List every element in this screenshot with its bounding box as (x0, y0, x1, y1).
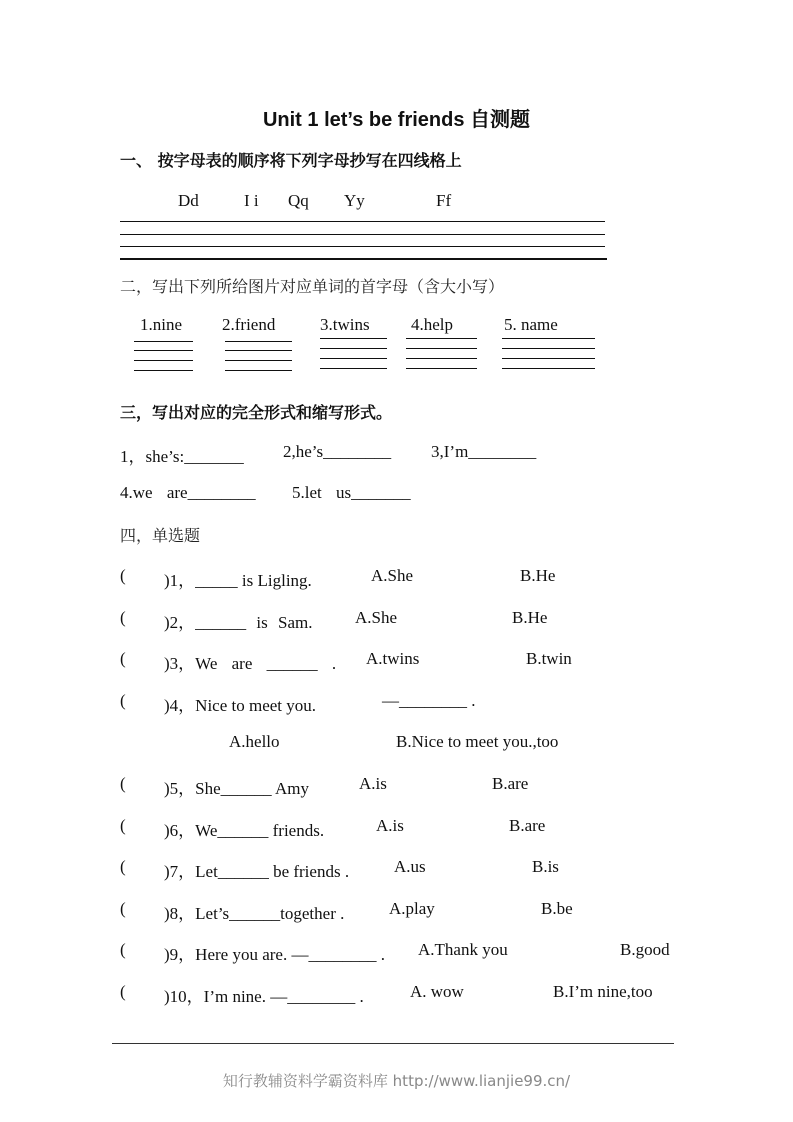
option-a: A.She (371, 566, 414, 585)
option-a: A. wow (410, 982, 464, 1001)
section1-heading: 一、 按字母表的顺序将下列字母抄写在四线格上 (120, 151, 462, 170)
question-paren: ( (120, 774, 126, 793)
contraction-3: 3,I’m________ (431, 442, 537, 461)
question-stem: )7，Let______ be friends . (164, 862, 350, 881)
question-paren: ( (120, 691, 126, 710)
word-friend: 2.friend (222, 315, 276, 334)
question-paren: ( (120, 940, 126, 959)
question-paren: ( (120, 899, 126, 918)
option-a: A.She (355, 608, 398, 627)
question-paren: ( (120, 816, 126, 835)
option-b: B.He (512, 608, 548, 627)
answer-blank: —________ . (382, 691, 476, 710)
footer-watermark: 知行教辅资料学霸资料库 http://www.lianjie99.cn/ (222, 1072, 571, 1090)
question-stem: )8，Let’s______together . (164, 904, 345, 923)
question-paren: ( (120, 982, 126, 1001)
contraction-1: 1，she’s:_______ (120, 447, 244, 466)
option-a: A.Thank you (418, 940, 508, 959)
question-paren: ( (120, 857, 126, 876)
question-stem: )10，I’m nine. —________ . (164, 987, 364, 1006)
option-a: A.is (359, 774, 387, 793)
word-nine: 1.nine (140, 315, 183, 334)
option-b: B.I’m nine,too (553, 982, 653, 1001)
word-name: 5. name (504, 315, 558, 334)
page-title: Unit 1 let’s be friends 自测题 (262, 109, 531, 131)
option-a: A.play (389, 899, 435, 918)
contraction-4: 4.we are________ (120, 483, 256, 502)
word-twins: 3.twins (320, 315, 370, 334)
question-stem: )6，We______ friends. (164, 821, 325, 840)
question-stem: )3，We are ______ . (164, 654, 337, 673)
option-a: A.is (376, 816, 404, 835)
section4-heading: 四，单选题 (120, 526, 201, 545)
option-a: A.hello (229, 732, 280, 751)
letter-yy: Yy (344, 191, 365, 210)
question-stem: )4，Nice to meet you. (164, 696, 317, 715)
section3-heading: 三，写出对应的完全形式和缩写形式。 (120, 403, 393, 422)
option-b: B.twin (526, 649, 572, 668)
option-b: B.are (509, 816, 546, 835)
contraction-2: 2,he’s________ (283, 442, 392, 461)
option-a: A.us (394, 857, 426, 876)
option-b: B.Nice to meet you.,too (396, 732, 559, 751)
option-b: B.is (532, 857, 559, 876)
option-b: B.are (492, 774, 529, 793)
question-paren: ( (120, 566, 126, 585)
section2-heading: 二，写出下列所给图片对应单词的首字母（含大小写） (120, 277, 505, 296)
question-stem: )2，______ is Sam. (164, 613, 313, 632)
question-stem: )5，She______ Amy (164, 779, 309, 798)
letter-dd: Dd (178, 191, 199, 210)
question-stem: )9，Here you are. —________ . (164, 945, 385, 964)
letter-qq: Qq (288, 191, 309, 210)
option-b: B.He (520, 566, 556, 585)
word-help: 4.help (411, 315, 454, 334)
letter-ff: Ff (436, 191, 452, 210)
question-paren: ( (120, 608, 126, 627)
option-b: B.be (541, 899, 573, 918)
letter-ii: I i (244, 191, 259, 210)
question-stem: )1，_____ is Ligling. (164, 571, 312, 590)
question-paren: ( (120, 649, 126, 668)
contraction-5: 5.let us_______ (292, 483, 411, 502)
option-b: B.good (620, 940, 670, 959)
footer-divider (112, 1043, 674, 1044)
option-a: A.twins (366, 649, 420, 668)
